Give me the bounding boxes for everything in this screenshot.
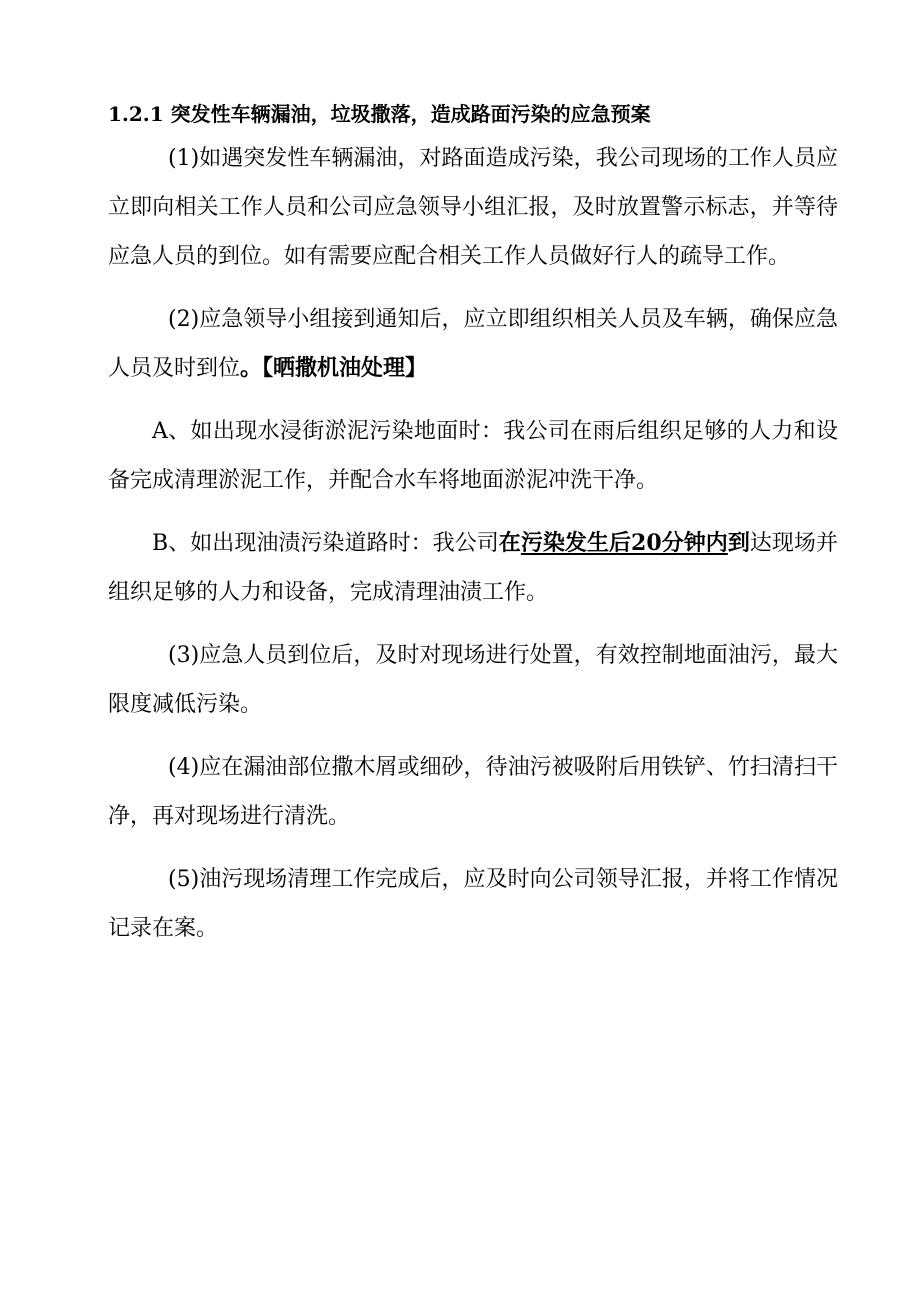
paragraph-3: (3)应急人员到位后，及时对现场进行处置，有效控制地面油污，最大限度减低污染。 xyxy=(108,643,838,717)
paragraph-1: (1)如遇突发性车辆漏油，对路面造成污染，我公司现场的工作人员应立即向相关工作人员和公司应急领导小组汇报，及时放置警示标志，并等待应急人员的到位。如有需要应配合相关工作人员做好行人的疏导工作。 xyxy=(108,146,838,269)
paragraph-b-start: B、如出现油渍污染道路时：我公司 xyxy=(152,531,499,556)
paragraph-b-bold-1: 在 xyxy=(498,530,521,556)
paragraph-2-text: (2)应急领导小组接到通知后，应立即组织相关人员及车辆，确保应急人员及时到位 xyxy=(108,307,838,381)
paragraph-b-bold-2: 到 xyxy=(727,530,750,556)
paragraph-4: (4)应在漏油部位撒木屑或细砂，待油污被吸附后用铁铲、竹扫清扫干净，再对现场进行清洗。 xyxy=(108,755,838,829)
paragraph-b-emphasis: 污染发生后20分钟内 xyxy=(520,530,728,556)
paragraph-5: (5)油污现场清理工作完成后，应及时向公司领导汇报，并将工作情况记录在案。 xyxy=(108,867,838,941)
section-heading: 1.2.1 突发性车辆漏油，垃圾撒落，造成路面污染的应急预案 xyxy=(108,102,651,126)
paragraph-b-end: 达现场并组织足够的人力和设备，完成清理油渍工作。 xyxy=(108,531,838,605)
paragraph-2-bold-label: 。【晒撒机油处理】 xyxy=(240,355,428,381)
paragraph-a: A、如出现水浸街淤泥污染地面时：我公司在雨后组织足够的人力和设备完成清理淤泥工作，并配合水车将地面淤泥冲洗干净。 xyxy=(108,419,838,493)
document-page xyxy=(108,96,838,953)
paragraph-b xyxy=(108,519,838,617)
paragraph-2 xyxy=(108,295,838,393)
